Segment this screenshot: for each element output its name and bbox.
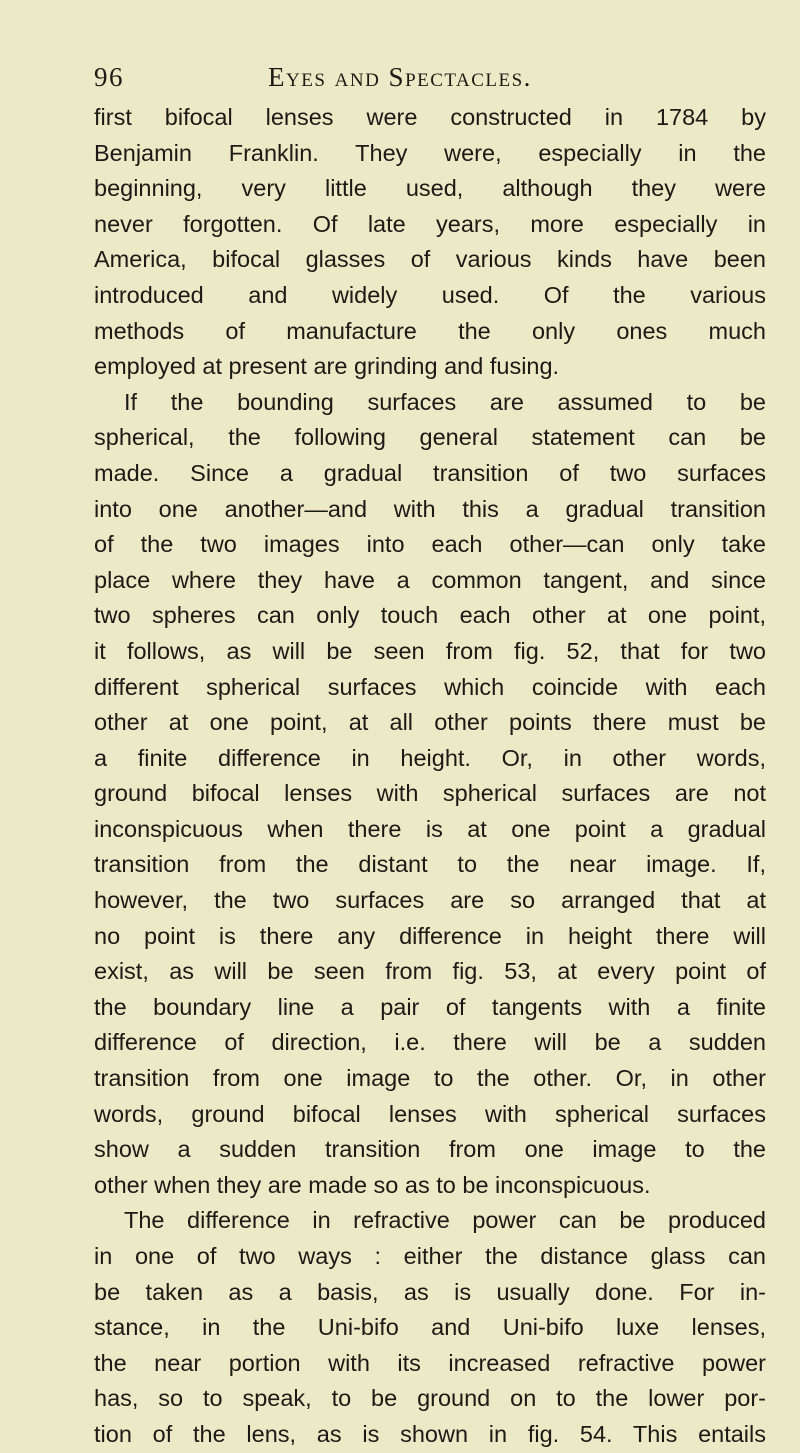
text-line: transition from the distant to the near image. If, xyxy=(94,851,766,878)
text-line: in one of two ways : either the distance glass can xyxy=(94,1243,766,1269)
running-title: Eyes and Spectacles. xyxy=(268,62,532,92)
text-line: exist, as will be seen from fig. 53, at every point of xyxy=(94,958,766,985)
text-line: words, ground bifocal lenses with spherical surfaces xyxy=(94,1100,766,1127)
text-line: If the bounding surfaces are assumed to be xyxy=(124,388,766,415)
text-line: of the two images into each other—can only take xyxy=(94,531,766,558)
text-line: be taken as a basis, as is usually done. For in- xyxy=(94,1278,766,1305)
text-line: made. Since a gradual transition of two surfaces xyxy=(94,459,766,486)
text-line: ground bifocal lenses with spherical surfaces are not xyxy=(94,780,766,807)
text-line: introduced and widely used. Of the various xyxy=(94,281,766,308)
text-line: employed at present are grinding and fusing. xyxy=(94,353,560,380)
text-line: two spheres can only touch each other at one point, xyxy=(94,602,766,629)
text-line: difference of direction, i.e. there will be a sudden xyxy=(94,1029,766,1056)
text-line: beginning, very little used, although they were xyxy=(94,175,766,202)
text-line: however, the two surfaces are so arranged that at xyxy=(94,887,766,914)
text-line: tion of the lens, as is shown in fig. 54. This entails xyxy=(94,1420,766,1447)
text-line: The difference in refractive power can be produced xyxy=(124,1207,766,1234)
text-line: other when they are made so as to be inconspicuous. xyxy=(94,1171,651,1198)
text-line: transition from one image to the other. Or, in other xyxy=(94,1065,766,1092)
text-line: inconspicuous when there is at one point a gradual xyxy=(94,815,766,842)
text-line: methods of manufacture the only ones much xyxy=(94,317,766,344)
text-line: stance, in the Uni-bifo and Uni-bifo luxe lenses, xyxy=(94,1314,766,1341)
text-line: a finite difference in height. Or, in other words, xyxy=(94,744,766,771)
text-line: spherical, the following general statement can be xyxy=(94,424,766,451)
text-line: America, bifocal glasses of various kinds have been xyxy=(94,246,766,273)
text-line: into one another—and with this a gradual transition xyxy=(94,495,766,522)
text-line: never forgotten. Of late years, more especially in xyxy=(94,210,766,237)
text-line: the near portion with its increased refractive power xyxy=(94,1349,766,1376)
text-line: other at one point, at all other points there must be xyxy=(94,709,766,736)
text-line: the boundary line a pair of tangents with a finite xyxy=(94,993,766,1020)
text-line: it follows, as will be seen from fig. 52, that for two xyxy=(94,637,766,664)
text-line: has, so to speak, to be ground on to the lower por- xyxy=(94,1385,766,1412)
text-line: Benjamin Franklin. They were, especially in the xyxy=(94,139,766,166)
text-line: show a sudden transition from one image to the xyxy=(94,1136,766,1163)
text-line: place where they have a common tangent, and since xyxy=(94,566,766,593)
running-head xyxy=(94,62,744,98)
text-line: different spherical surfaces which coincide with each xyxy=(94,673,766,700)
text-line: first bifocal lenses were constructed in 1784 by xyxy=(94,104,766,130)
body-text xyxy=(94,100,766,1453)
page-number: 96 xyxy=(94,62,124,92)
text-line: no point is there any difference in height there will xyxy=(94,922,766,949)
